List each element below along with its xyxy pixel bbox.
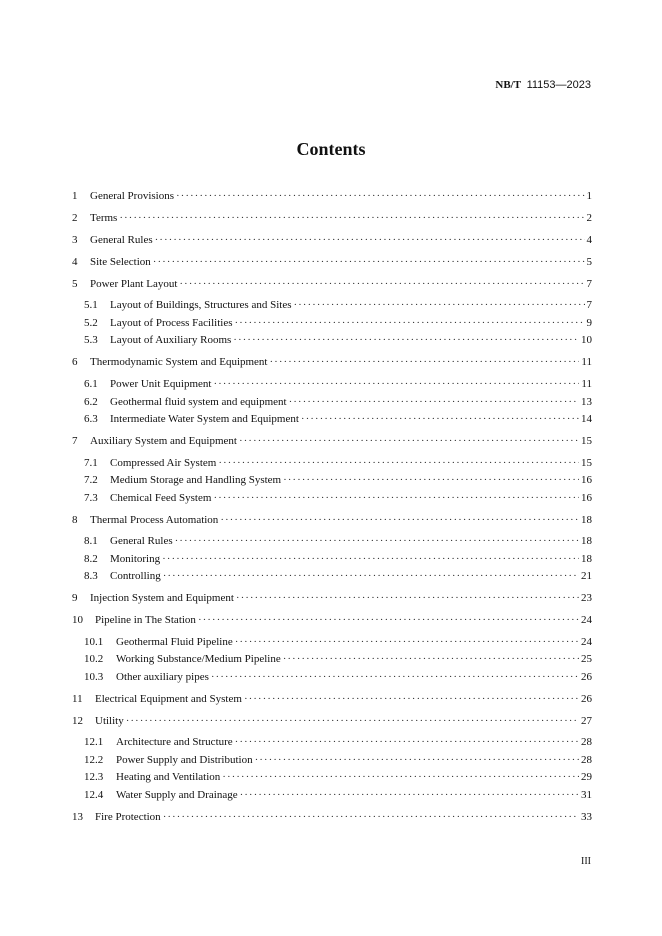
- toc-number: 10.2: [84, 653, 104, 665]
- toc-entry[interactable]: [72, 234, 592, 246]
- toc-entry[interactable]: [72, 715, 592, 727]
- toc-entry[interactable]: [72, 256, 592, 268]
- toc-number: 8.3: [84, 570, 98, 582]
- toc-entry[interactable]: [84, 736, 592, 748]
- dot-leader: [119, 212, 584, 224]
- dot-leader: [220, 514, 579, 526]
- toc-page: 23: [581, 592, 592, 604]
- dot-leader: [233, 334, 579, 346]
- toc-entry[interactable]: [84, 636, 592, 648]
- toc-page: 28: [581, 736, 592, 748]
- toc-entry[interactable]: [72, 614, 592, 626]
- toc-title: Geothermal fluid system and equipment: [110, 396, 287, 408]
- toc-title: Layout of Process Facilities: [110, 317, 233, 329]
- toc-number: 7.1: [84, 457, 98, 469]
- toc-page: 18: [581, 553, 592, 565]
- toc-number: 10.1: [84, 636, 104, 648]
- toc-entry[interactable]: [84, 474, 592, 486]
- dot-leader: [270, 356, 580, 368]
- dot-leader: [163, 811, 579, 823]
- toc-number: 7: [72, 435, 78, 447]
- dot-leader: [126, 715, 579, 727]
- toc-number: 12.2: [84, 754, 104, 766]
- toc-page: 16: [581, 492, 592, 504]
- toc-entry[interactable]: [72, 278, 592, 290]
- toc-number: 6.2: [84, 396, 98, 408]
- toc-entry[interactable]: [84, 334, 592, 346]
- toc-title: Compressed Air System: [110, 457, 217, 469]
- toc-entry[interactable]: [84, 535, 592, 547]
- toc-number: 5.2: [84, 317, 98, 329]
- toc-entry[interactable]: [84, 771, 592, 783]
- toc-title: Chemical Feed System: [110, 492, 212, 504]
- toc-page: 2: [586, 212, 592, 224]
- toc-number: 6.3: [84, 413, 98, 425]
- dot-leader: [213, 378, 579, 390]
- toc-number: 12.1: [84, 736, 104, 748]
- toc-title: Terms: [90, 212, 118, 224]
- toc-page: 26: [581, 693, 592, 705]
- dot-leader: [162, 553, 579, 565]
- dot-leader: [235, 636, 579, 648]
- toc-entry[interactable]: [84, 396, 592, 408]
- toc-entry[interactable]: [84, 317, 592, 329]
- toc-number: 6: [72, 356, 78, 368]
- dot-leader: [211, 671, 579, 683]
- toc-number: 12.4: [84, 789, 104, 801]
- toc-page: 31: [581, 789, 592, 801]
- toc-page: 24: [581, 614, 592, 626]
- toc-entry[interactable]: [72, 514, 592, 526]
- dot-leader: [176, 190, 584, 202]
- toc-title: Utility: [95, 715, 124, 727]
- dot-leader: [244, 693, 579, 705]
- dot-leader: [240, 789, 579, 801]
- toc-title: Working Substance/Medium Pipeline: [116, 653, 281, 665]
- toc-number: 10.3: [84, 671, 104, 683]
- toc-entry[interactable]: [84, 754, 592, 766]
- toc-page: 7: [586, 278, 592, 290]
- dot-leader: [222, 771, 579, 783]
- toc-page: 14: [581, 413, 592, 425]
- standard-number: 11153—2023: [526, 79, 591, 91]
- toc-number: 1: [72, 190, 78, 202]
- toc-entry[interactable]: [72, 190, 592, 202]
- toc-entry[interactable]: [84, 492, 592, 504]
- dot-leader: [236, 592, 579, 604]
- toc-title: Controlling: [110, 570, 161, 582]
- toc-page: 10: [581, 334, 592, 346]
- toc-title: Power Plant Layout: [90, 278, 178, 290]
- toc-number: 11: [72, 693, 83, 705]
- toc-page: 18: [581, 535, 592, 547]
- dot-leader: [283, 653, 579, 665]
- toc-entry[interactable]: [72, 356, 592, 368]
- toc-title: Heating and Ventilation: [116, 771, 221, 783]
- toc-entry[interactable]: [84, 553, 592, 565]
- toc-page: 9: [586, 317, 592, 329]
- toc-title: Layout of Buildings, Structures and Sites: [110, 299, 292, 311]
- toc-number: 5: [72, 278, 78, 290]
- toc-number: 7.3: [84, 492, 98, 504]
- toc-number: 8.1: [84, 535, 98, 547]
- dot-leader: [179, 278, 584, 290]
- toc-entry[interactable]: [84, 457, 592, 469]
- toc-title: Fire Protection: [95, 811, 161, 823]
- dot-leader: [213, 492, 579, 504]
- toc-entry[interactable]: [72, 212, 592, 224]
- toc-entry[interactable]: [72, 811, 592, 823]
- toc-title: Other auxiliary pipes: [116, 671, 209, 683]
- toc-title: Thermal Process Automation: [90, 514, 219, 526]
- toc-page: 26: [581, 671, 592, 683]
- toc-number: 2: [72, 212, 78, 224]
- toc-title: Layout of Auxiliary Rooms: [110, 334, 232, 346]
- toc-page: 13: [581, 396, 592, 408]
- toc-title: Water Supply and Drainage: [116, 789, 238, 801]
- toc-page: 1: [586, 190, 592, 202]
- toc-entry[interactable]: [72, 435, 592, 447]
- dot-leader: [255, 754, 579, 766]
- dot-leader: [301, 413, 579, 425]
- toc-page: 18: [581, 514, 592, 526]
- toc-title: Medium Storage and Handling System: [110, 474, 282, 486]
- document-header: [495, 79, 591, 91]
- dot-leader: [289, 396, 579, 408]
- toc-page: 15: [581, 435, 592, 447]
- toc-title: Electrical Equipment and System: [95, 693, 242, 705]
- toc-title: Geothermal Fluid Pipeline: [116, 636, 233, 648]
- toc-entry[interactable]: [72, 592, 592, 604]
- toc-number: 13: [72, 811, 83, 823]
- toc-number: 5.1: [84, 299, 98, 311]
- page-number: III: [581, 856, 591, 867]
- toc-page: 11: [581, 356, 592, 368]
- toc-title: General Rules: [110, 535, 173, 547]
- toc-page: 4: [586, 234, 592, 246]
- toc-page: 29: [581, 771, 592, 783]
- toc-title: Architecture and Structure: [116, 736, 233, 748]
- toc-entry[interactable]: [84, 570, 592, 582]
- toc-entry[interactable]: [84, 413, 592, 425]
- page-title: Contents: [296, 139, 366, 159]
- toc-number: 8.2: [84, 553, 98, 565]
- toc-page: 28: [581, 754, 592, 766]
- dot-leader: [163, 570, 579, 582]
- toc-number: 12: [72, 715, 83, 727]
- toc-number: 5.3: [84, 334, 98, 346]
- toc-title: Pipeline in The Station: [95, 614, 196, 626]
- toc-entry[interactable]: [72, 693, 592, 705]
- toc-title: Monitoring: [110, 553, 161, 565]
- toc-title: General Rules: [90, 234, 153, 246]
- toc-number: 3: [72, 234, 78, 246]
- toc-entry[interactable]: [84, 653, 592, 665]
- toc-page: 25: [581, 653, 592, 665]
- toc-title: General Provisions: [90, 190, 175, 202]
- toc-page: 27: [581, 715, 592, 727]
- toc-page: 33: [581, 811, 592, 823]
- toc-title: Auxiliary System and Equipment: [90, 435, 237, 447]
- toc-title: Injection System and Equipment: [90, 592, 234, 604]
- toc-entry[interactable]: [84, 378, 592, 390]
- toc-page: 16: [581, 474, 592, 486]
- toc-page: 5: [586, 256, 592, 268]
- toc-number: 8: [72, 514, 78, 526]
- toc-page: 21: [581, 570, 592, 582]
- toc-title: Site Selection: [90, 256, 151, 268]
- dot-leader: [218, 457, 579, 469]
- toc-page: 24: [581, 636, 592, 648]
- toc-page: 11: [581, 378, 592, 390]
- standard-code: NB/T: [495, 79, 522, 91]
- dot-leader: [239, 435, 579, 447]
- toc-entry[interactable]: [84, 671, 592, 683]
- dot-leader: [235, 736, 579, 748]
- toc-page: 7: [586, 299, 592, 311]
- toc-title: Power Supply and Distribution: [116, 754, 253, 766]
- dot-leader: [235, 317, 585, 329]
- dot-leader: [153, 256, 585, 268]
- toc-number: 7.2: [84, 474, 98, 486]
- toc-page: 15: [581, 457, 592, 469]
- toc-number: 9: [72, 592, 78, 604]
- dot-leader: [293, 299, 584, 311]
- dot-leader: [155, 234, 585, 246]
- toc-entry[interactable]: [84, 299, 592, 311]
- toc-title: Intermediate Water System and Equipment: [110, 413, 299, 425]
- toc-entry[interactable]: [84, 789, 592, 801]
- toc-number: 6.1: [84, 378, 98, 390]
- toc-number: 10: [72, 614, 83, 626]
- dot-leader: [198, 614, 579, 626]
- toc-number: 12.3: [84, 771, 104, 783]
- dot-leader: [283, 474, 579, 486]
- toc-title: Power Unit Equipment: [110, 378, 212, 390]
- toc-number: 4: [72, 256, 78, 268]
- toc-title: Thermodynamic System and Equipment: [90, 356, 268, 368]
- dot-leader: [175, 535, 579, 547]
